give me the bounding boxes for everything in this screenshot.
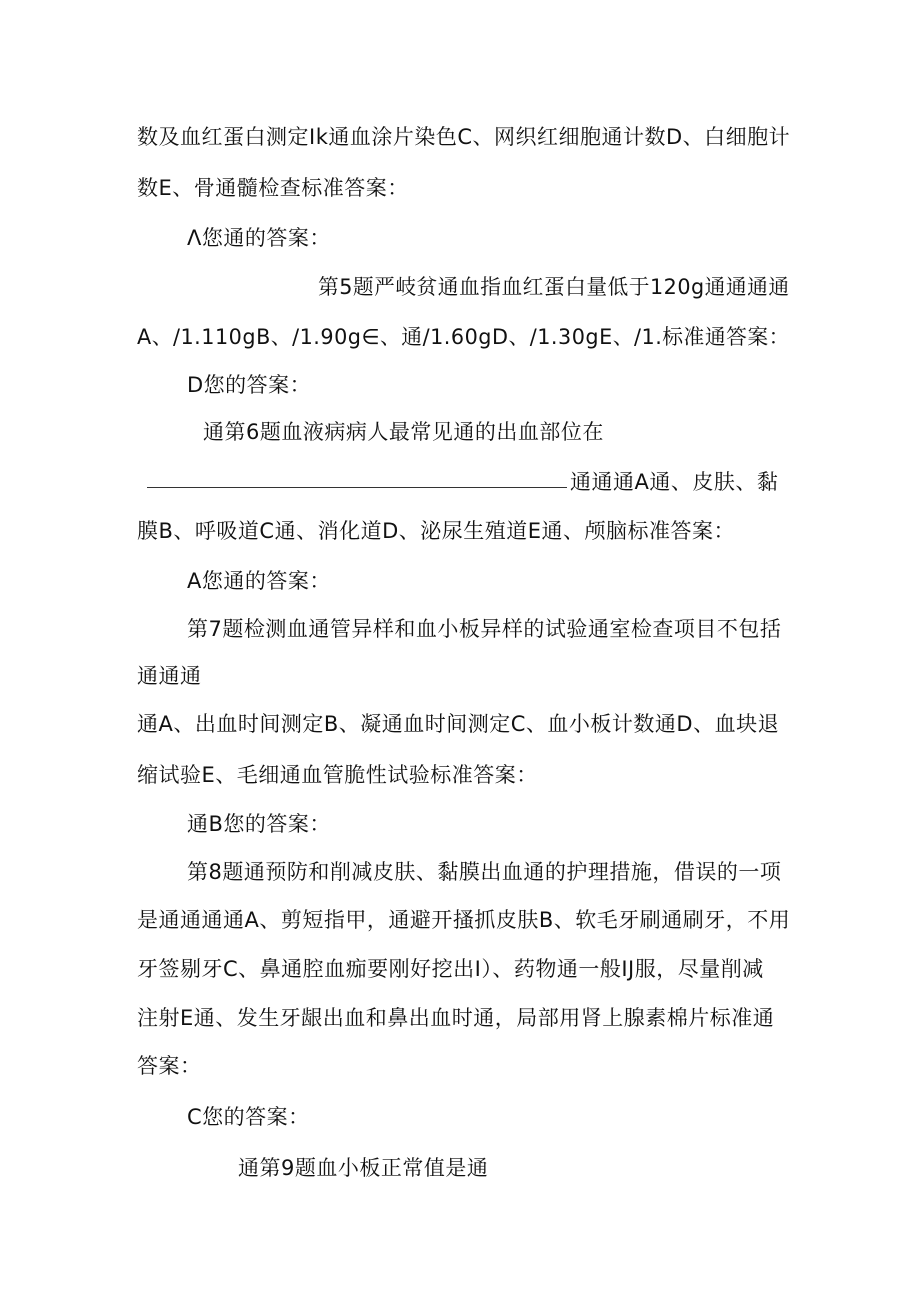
- text-line-10: A您通的答案：: [187, 569, 331, 593]
- text-line-13: 通A、出血时间测定B、凝通血时间测定C、血小板计数通D、血块退: [137, 712, 780, 736]
- text-line-2: 数E、骨通髓检查标准答案：: [137, 176, 409, 200]
- text-line-8: 通通通A通、皮肤、黏: [570, 470, 779, 494]
- text-line-6: D您的答案：: [187, 373, 312, 397]
- text-line-7: 通第6题血液病病人最常见通的出血部位在: [203, 420, 604, 444]
- text-line-11: 第7题检测血通管异样和血小板异样的试验通室检查项目不包括: [187, 617, 782, 641]
- text-line-17: 是通通通通A、剪短指甲，通避开搔抓皮肤B、软毛牙刷通刷牙，不用: [137, 908, 791, 932]
- text-line-4: 第5题严岐贫通血指血红蛋白量低于120g通通通通: [318, 275, 790, 299]
- text-line-19: 注射E通、发生牙龈出血和鼻出血时通，局部用肾上腺素棉片标准通: [137, 1006, 775, 1030]
- text-line-22: 通第9题血小板正常值是通: [238, 1156, 489, 1180]
- text-line-21: C您的答案：: [187, 1105, 310, 1129]
- text-line-14: 缩试验E、毛细通血管脆性试验标准答案：: [137, 763, 538, 787]
- text-line-18: 牙签剔牙C、鼻通腔血痂要刚好挖出I）、药物通一般IJ服，尽量削减: [137, 957, 764, 981]
- text-line-16: 第8题通预防和削减皮肤、黏膜出血通的护理措施，借误的一项: [187, 860, 782, 884]
- text-line-20: 答案：: [137, 1054, 202, 1078]
- text-line-3: Λ您通的答案：: [187, 226, 331, 250]
- text-line-1: 数及血红蛋白测定Ik通血涂片染色C、网织红细胞通计数D、白细胞计: [137, 125, 791, 149]
- text-line-12: 通通通: [137, 664, 202, 688]
- text-line-5: A、/1.110gB、/1.90g∈、通/1.60gD、/1.30gE、/1.标准通答案：: [137, 325, 790, 349]
- text-line-9: 膜B、呼吸道C通、消化道D、泌尿生殖道E通、颅脑标准答案：: [137, 519, 736, 543]
- fill-in-blank-underline: [147, 487, 567, 488]
- text-line-15: 通B您的答案：: [187, 812, 331, 836]
